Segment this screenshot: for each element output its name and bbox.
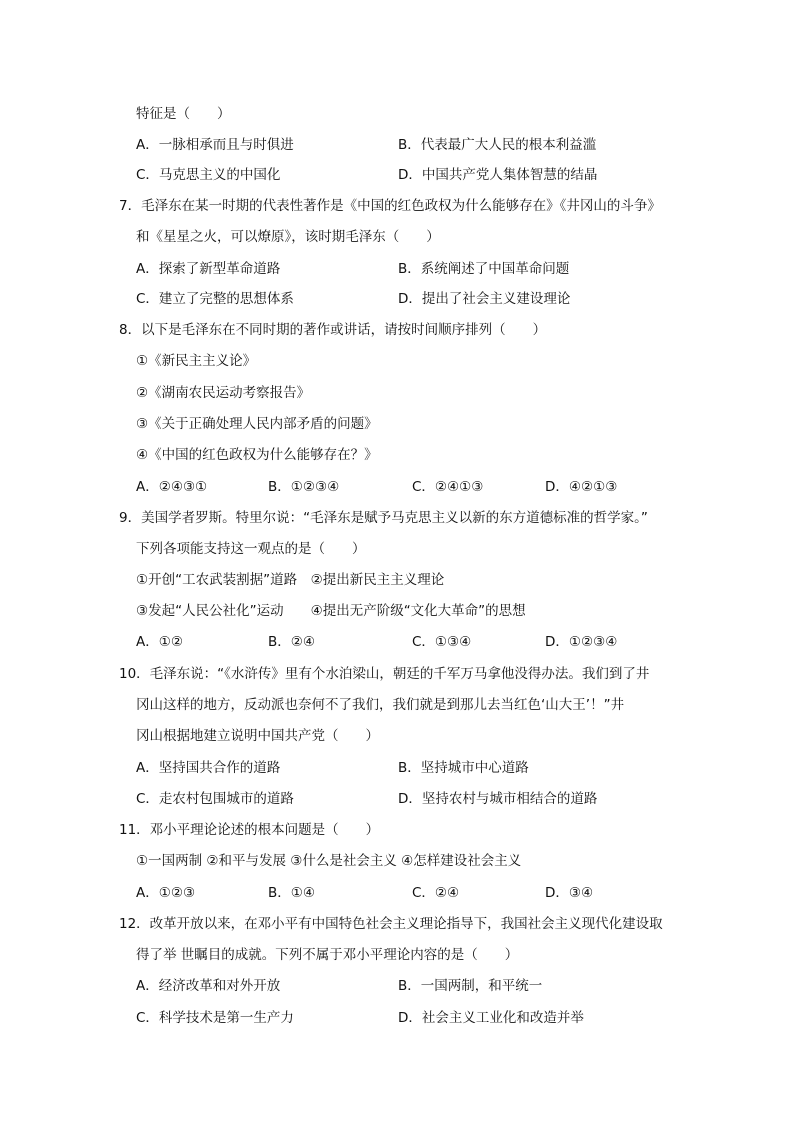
q7-option-a: A．探索了新型革命道路 xyxy=(136,261,281,277)
q11-option-b: B．①④ xyxy=(268,885,315,901)
q7-option-c: C．建立了完整的思想体系 xyxy=(136,291,294,307)
q10-stem-line2: 冈山这样的地方，反动派也奈何不了我们，我们就是到那儿去当红色‘山大王’！”井 xyxy=(136,697,625,713)
q6-option-b: B．代表最广大人民的根本利益滥 xyxy=(398,137,597,153)
q12-stem-line2: 得了举 世瞩目的成就。下列不属于邓小平理论内容的是（ ） xyxy=(136,947,519,963)
q10-stem-line1: 10．毛泽东说：“《水浒传》里有个水泊梁山，朝廷的千军万马拿他没得办法。我们到了井 xyxy=(119,666,650,682)
q8-option-a: A．②④③① xyxy=(136,479,208,495)
q7-stem-line1: 7．毛泽东在某一时期的代表性著作是《中国的红色政权为什么能够存在》《井冈山的斗争》 xyxy=(119,198,661,214)
q11-option-d: D．③④ xyxy=(545,885,594,901)
q9-items-line2: ③发起“人民公社化”运动 ④提出无产阶级“文化大革命”的思想 xyxy=(136,603,526,619)
q6-option-d: D．中国共产党人集体智慧的结晶 xyxy=(398,167,598,183)
q8-option-d: D．④②①③ xyxy=(545,479,618,495)
q8-option-b: B．①②③④ xyxy=(268,479,340,495)
q9-option-b: B．②④ xyxy=(268,634,315,650)
q10-option-c: C．走农村包围城市的道路 xyxy=(136,791,294,807)
q11-items: ①一国两制 ②和平与发展 ③什么是社会主义 ④怎样建设社会主义 xyxy=(136,853,522,869)
q12-option-c: C．科学技术是第一生产力 xyxy=(136,1010,294,1026)
q10-option-a: A．坚持国共合作的道路 xyxy=(136,760,281,776)
q12-option-b: B．一国两制，和平统一 xyxy=(398,978,543,994)
q6-stem-tail: 特征是（ ） xyxy=(136,106,231,122)
q9-option-a: A．①② xyxy=(136,634,183,650)
q9-items-line1: ①开创“工农武装割据”道路 ②提出新民主主义理论 xyxy=(136,572,445,588)
q10-option-d: D．坚持农村与城市相结合的道路 xyxy=(398,791,598,807)
q8-item-4: ④《中国的红色政权为什么能够存在？》 xyxy=(136,447,378,463)
q9-option-c: C．①③④ xyxy=(412,634,472,650)
q8-option-c: C．②④①③ xyxy=(412,479,484,495)
q10-stem-line3: 冈山根据地建立说明中国共产党（ ） xyxy=(136,728,379,744)
q7-stem-line2: 和《星星之火，可以燎原》，该时期毛泽东（ ） xyxy=(136,229,440,245)
q9-stem-line1: 9．美国学者罗斯。特里尔说：“毛泽东是赋予马克思主义以新的东方道德标准的哲学家。” xyxy=(119,510,648,526)
q7-option-d: D．提出了社会主义建设理论 xyxy=(398,291,571,307)
q6-option-a: A．一脉相承而且与时俱进 xyxy=(136,137,294,153)
q8-stem: 8．以下是毛泽东在不同时期的著作或讲话，请按时间顺序排列（ ） xyxy=(119,322,547,338)
q8-item-3: ③《关于正确处理人民内部矛盾的问题》 xyxy=(136,416,378,432)
q8-item-2: ②《湖南农民运动考察报告》 xyxy=(136,385,311,401)
q9-stem-line2: 下列各项能支持这一观点的是（ ） xyxy=(136,541,366,557)
q8-item-1: ①《新民主主义论》 xyxy=(136,353,257,369)
q9-option-d: D．①②③④ xyxy=(545,634,618,650)
q12-option-d: D．社会主义工业化和改造并举 xyxy=(398,1010,584,1026)
q11-option-c: C．②④ xyxy=(412,885,460,901)
q6-option-c: C．马克思主义的中国化 xyxy=(136,167,281,183)
q12-stem-line1: 12．改革开放以来，在邓小平有中国特色社会主义理论指导下，我国社会主义现代化建设取 xyxy=(119,916,663,932)
q10-option-b: B．坚持城市中心道路 xyxy=(398,760,529,776)
q11-option-a: A．①②③ xyxy=(136,885,196,901)
q11-stem: 11．邓小平理论论述的根本问题是（ ） xyxy=(119,822,380,838)
q7-option-b: B．系统阐述了中国革命问题 xyxy=(398,261,570,277)
q12-option-a: A．经济改革和对外开放 xyxy=(136,978,281,994)
